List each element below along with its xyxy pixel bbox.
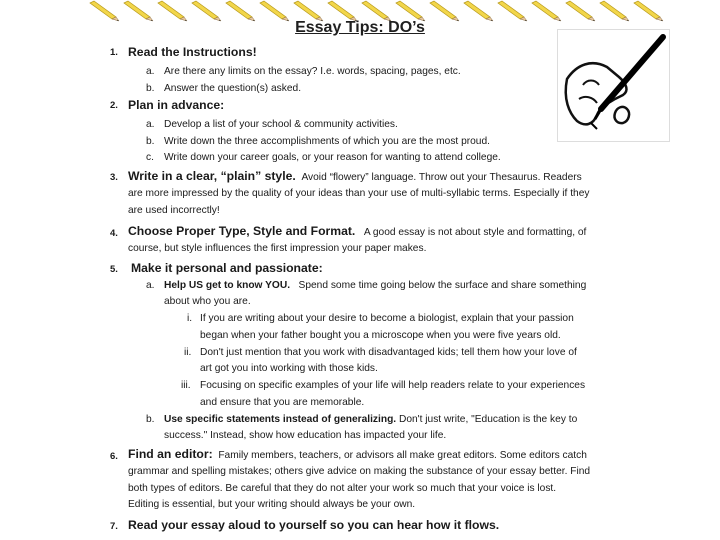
list-item: Are there any limits on the essay? I.e. words, spacing, pages, etc. [164,66,461,77]
section-line [128,168,582,187]
section-text: Editing is essential, but your writing should always be your own. [128,499,416,510]
section-text: course, but style influences the first impression your paper makes. [128,243,427,254]
section-text: A good essay is not about style and formatting, of [363,227,587,238]
list-marker: a. [146,119,155,130]
section-text: are more impressed by the quality of your ideas than your use of multi-syllabic terms. Especially if they [128,188,590,199]
section-heading: Make it personal and passionate: [131,261,323,275]
page-title: Essay Tips: DO’s [295,19,425,36]
sub-list-item: and ensure that you are memorable. [200,397,365,408]
section-text: Avoid “flowery” language. Throw out your Thesaurus. Readers [301,172,582,183]
section-text: Family members, teachers, or advisors all make great editors. Some editors catch [218,450,587,461]
list-item [164,278,586,295]
section-number: 4. [110,228,118,239]
hand-writing-pen-icon [557,29,670,142]
section-line [128,446,587,465]
list-marker: a. [146,66,155,77]
list-item-text: about who you are. [164,296,251,307]
section-heading: Find an editor: [128,447,213,461]
list-item [164,412,577,429]
list-item-text: Don't just write, "Education is the key to [398,414,578,425]
list-marker: i. [187,313,193,324]
section-heading: Read the Instructions! [128,45,257,59]
list-item: Answer the question(s) asked. [164,83,302,94]
section-number: 1. [110,47,118,58]
section-number: 6. [110,451,118,462]
list-item-text: Spend some time going below the surface and share something [298,280,587,291]
list-item: Write down the three accomplishments of which you are the most proud. [164,136,490,147]
sub-list-item: began when your father bought you a microscope when you were five years old. [200,330,561,341]
section-line [128,223,586,242]
list-item-text: success." Instead, show how education has impacted your life. [164,430,447,441]
list-item: Write down your career goals, or your reason for wanting to attend college. [164,152,501,163]
list-marker: ii. [184,347,192,358]
section-text: both types of editors. Be careful that they do not alter your work so much that your voice is lost. [128,483,557,494]
section-heading: Plan in advance: [128,98,225,112]
section-number: 7. [110,521,118,532]
section-text: grammar and spelling mistakes; others give advice on making the substance of your essay better. Find [128,466,591,477]
section-heading: Write in a clear, “plain” style. [128,169,296,183]
list-marker: b. [146,414,155,425]
list-marker: b. [146,83,155,94]
list-marker: c. [146,152,154,163]
list-item: Develop a list of your school & community activities. [164,119,398,130]
sub-list-item: Don't just mention that you work with disadvantaged kids; tell them how your love of [200,347,577,358]
list-item-lead: Help US get to know YOU. [164,280,291,291]
section-heading: Read your essay aloud to yourself so you can hear how it flows. [128,518,500,532]
section-heading: Choose Proper Type, Style and Format. [128,224,356,238]
list-item-lead: Use specific statements instead of generalizing. [164,414,397,425]
sub-list-item: art got you into working with those kids. [200,363,378,374]
list-marker: a. [146,280,155,291]
sub-list-item: If you are writing about your desire to become a biologist, explain that your passion [200,313,574,324]
list-marker: iii. [181,380,191,391]
section-number: 2. [110,100,118,111]
section-number: 5. [110,264,118,275]
section-number: 3. [110,172,118,183]
list-marker: b. [146,136,155,147]
sub-list-item: Focusing on specific examples of your life will help readers relate to your experiences [200,380,586,391]
section-text: are used incorrectly! [128,205,220,216]
